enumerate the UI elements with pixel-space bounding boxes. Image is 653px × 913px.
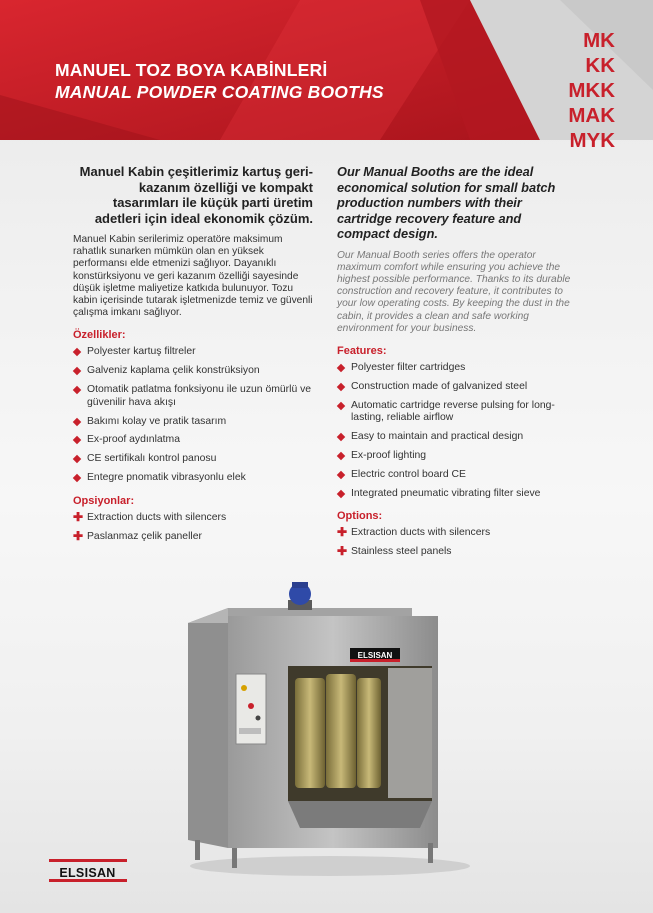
diamond-bullet-icon bbox=[73, 367, 81, 375]
body-paragraph-tr: Manuel Kabin serilerimiz operatöre maksimum rahatlık sunarken mümkün olan en yüksek performansı elde etmenizi sağlıyor. Dayanıklı konstürksiyonu ve geri kazanım özelliği sayesinde düşük işletme maliyetize katkıda bulunuyor. Tozu kabin içerisinde tutarak işletmenizde temiz ve güvenli çalışma imkanı sağlıyor. bbox=[73, 234, 313, 319]
list-item: Bakımı kolay ve pratik tasarım bbox=[73, 416, 313, 428]
options-list-tr bbox=[73, 509, 313, 543]
header-banner bbox=[0, 0, 653, 152]
list-item: Ex-proof aydınlatma bbox=[73, 434, 313, 446]
diamond-bullet-icon bbox=[337, 452, 345, 460]
features-heading-tr: Özellikler: bbox=[73, 329, 126, 342]
turkish-column bbox=[73, 164, 313, 549]
diamond-bullet-icon bbox=[337, 401, 345, 409]
diamond-bullet-icon bbox=[337, 364, 345, 372]
plus-icon: ✚ bbox=[73, 509, 84, 524]
model-code: MK bbox=[583, 29, 615, 52]
diamond-bullet-icon bbox=[337, 490, 345, 498]
lead-paragraph-en: Our Manual Booths are the ideal economical solution for small batch production numbers with their cartridge recovery feature and compact design. bbox=[337, 164, 556, 241]
options-heading-en: Options: bbox=[337, 510, 383, 523]
diamond-bullet-icon bbox=[337, 433, 345, 441]
list-item: Electric control board CE bbox=[337, 469, 573, 481]
lead-paragraph-tr: Manuel Kabin çeşitlerimiz kartuş geri-kazanım özelliği ve kompakt tasarımları ile küçük parti üretim adetleri için ideal ekonomik çözüm. bbox=[79, 164, 313, 226]
list-item: Integrated pneumatic vibrating filter sieve bbox=[337, 488, 573, 500]
model-code: KK bbox=[585, 54, 615, 77]
title-turkish: MANUEL TOZ BOYA KABİNLERİ bbox=[55, 60, 328, 80]
booth-badge-label: ELSISAN bbox=[357, 651, 393, 660]
list-item: CE sertifikalı kontrol panosu bbox=[73, 453, 313, 465]
powder-booth-image bbox=[180, 578, 470, 878]
features-heading-en: Features: bbox=[337, 344, 387, 357]
list-item: ✚ Extraction ducts with silencers bbox=[337, 525, 491, 540]
diamond-bullet-icon bbox=[73, 348, 81, 356]
plus-icon: ✚ bbox=[337, 544, 348, 559]
english-column bbox=[337, 164, 573, 565]
list-item: ✚ Stainless steel panels bbox=[337, 544, 452, 559]
list-item: ✚ Extraction ducts with silencers bbox=[73, 509, 227, 524]
diamond-bullet-icon bbox=[73, 417, 81, 425]
title-english: MANUAL POWDER COATING BOOTHS bbox=[55, 82, 384, 102]
features-list-en bbox=[337, 362, 573, 500]
list-item: Construction made of galvanized steel bbox=[337, 381, 573, 393]
model-codes bbox=[568, 28, 615, 153]
plus-icon: ✚ bbox=[73, 528, 84, 543]
list-item: Easy to maintain and practical design bbox=[337, 431, 573, 443]
list-item: Galveniz kaplama çelik konstrüksiyon bbox=[73, 365, 313, 377]
list-item: Entegre pnomatik vibrasyonlu elek bbox=[73, 472, 313, 484]
list-item: Polyester filter cartridges bbox=[337, 362, 573, 374]
list-item: Ex-proof lighting bbox=[337, 450, 573, 462]
list-item: Otomatik patlatma fonksiyonu ile uzun ömürlü ve güvenilir hava akışı bbox=[73, 384, 313, 409]
list-item: Automatic cartridge reverse pulsing for long-lasting, reliable airflow bbox=[337, 400, 573, 425]
options-list-en bbox=[337, 527, 573, 558]
diamond-bullet-icon bbox=[73, 386, 81, 394]
diamond-bullet-icon bbox=[337, 471, 345, 479]
plus-icon: ✚ bbox=[337, 525, 348, 540]
model-code: MAK bbox=[568, 104, 615, 127]
model-code: MYK bbox=[569, 129, 615, 152]
list-item: ✚ Paslanmaz çelik paneller bbox=[73, 528, 202, 543]
diamond-bullet-icon bbox=[337, 383, 345, 391]
diamond-bullet-icon bbox=[73, 455, 81, 463]
options-heading-tr: Opsiyonlar: bbox=[73, 494, 135, 507]
body-paragraph-en: Our Manual Booth series offers the operator maximum comfort while ensuring you achieve the highest possible performance. Thanks to its durable construction and recovery feature, it contributes to your low operating costs. By keeping the dust in the cabin, it provides a clean and safe working environment for your business. bbox=[337, 249, 571, 334]
features-list-tr bbox=[73, 346, 313, 484]
list-item: Polyester kartuş filtreler bbox=[73, 346, 313, 358]
model-code: MKK bbox=[568, 79, 615, 102]
logo-text: ELSISAN bbox=[59, 866, 116, 880]
diamond-bullet-icon bbox=[73, 436, 81, 444]
diamond-bullet-icon bbox=[73, 474, 81, 482]
